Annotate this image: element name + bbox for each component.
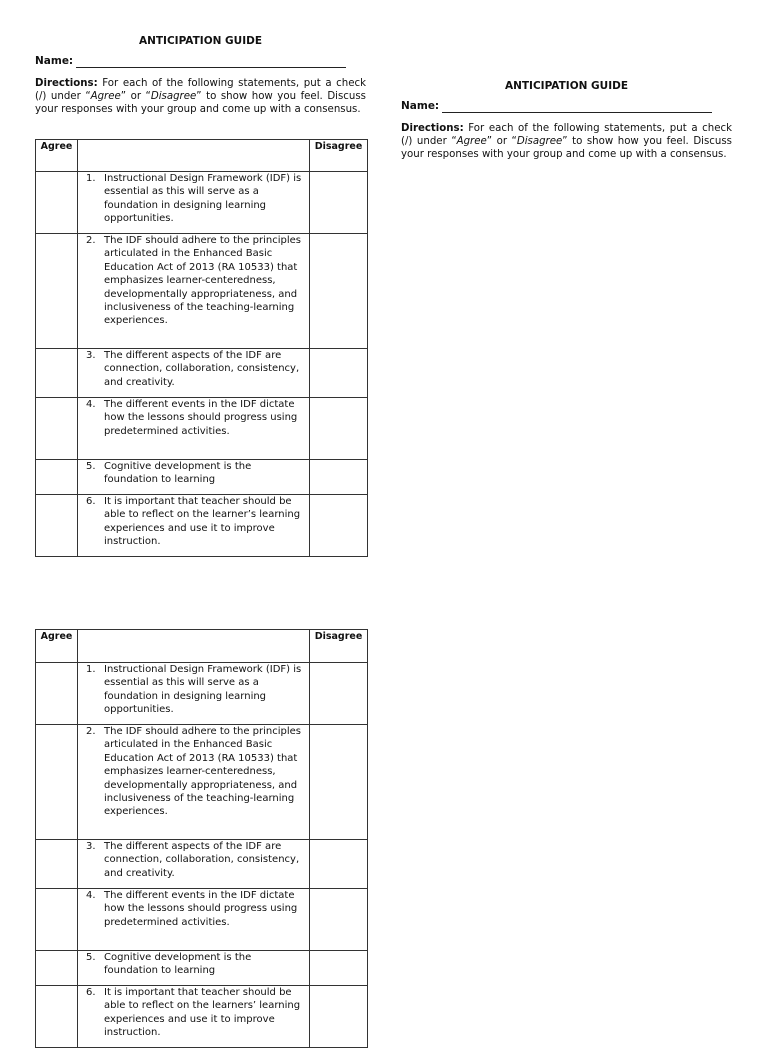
agree-header: Agree bbox=[36, 630, 78, 663]
agree-word: Agree bbox=[456, 136, 487, 148]
agree-check-cell[interactable] bbox=[36, 349, 78, 398]
statement-text: Instructional Design Framework (IDF) is essential as this will serve as a foundation in designing learning opportunities. bbox=[104, 664, 302, 716]
agree-check-cell[interactable] bbox=[36, 495, 78, 557]
statement-cell bbox=[78, 986, 310, 1048]
page-title: ANTICIPATION GUIDE bbox=[138, 35, 263, 47]
statement-cell bbox=[78, 951, 310, 986]
directions-label: Directions: bbox=[35, 78, 98, 89]
disagree-check-cell[interactable] bbox=[310, 725, 368, 840]
disagree-check-cell[interactable] bbox=[310, 889, 368, 951]
agree-check-cell[interactable] bbox=[36, 840, 78, 889]
agree-check-cell[interactable] bbox=[36, 725, 78, 840]
directions-text: For each of the following statements, put a check (/) under “ bbox=[401, 123, 732, 148]
page-title-right: ANTICIPATION GUIDE bbox=[504, 80, 629, 92]
statement-number: 6. bbox=[86, 987, 96, 998]
name-field[interactable] bbox=[442, 101, 712, 113]
statement-number: 1. bbox=[86, 173, 96, 184]
agree-check-cell[interactable] bbox=[36, 460, 78, 495]
statement-number: 1. bbox=[86, 664, 96, 675]
statement-text: The IDF should adhere to the principles articulated in the Enhanced Basic Education Act of 2013 (RA 10533) that emphasizes learner-centeredness, developmentally appropriateness, and inclusiveness of the teaching-learning experiences. bbox=[104, 726, 302, 818]
directions-right bbox=[401, 122, 732, 162]
anticipation-table-2 bbox=[35, 629, 368, 1048]
statement-cell bbox=[78, 663, 310, 725]
header-blank-cell bbox=[78, 140, 310, 172]
agree-check-cell[interactable] bbox=[36, 234, 78, 349]
disagree-header: Disagree bbox=[310, 140, 368, 172]
statement-cell bbox=[78, 495, 310, 557]
name-field[interactable] bbox=[76, 56, 346, 68]
disagree-check-cell[interactable] bbox=[310, 986, 368, 1048]
statement-number: 4. bbox=[86, 890, 96, 901]
agree-check-cell[interactable] bbox=[36, 889, 78, 951]
statement-text: The IDF should adhere to the principles articulated in the Enhanced Basic Education Act of 2013 (RA 10533) that emphasizes learner-centeredness, developmentally appropriateness, and inclusiveness of the teaching-learning experiences. bbox=[104, 235, 302, 327]
agree-check-cell[interactable] bbox=[36, 172, 78, 234]
agree-check-cell[interactable] bbox=[36, 986, 78, 1048]
statement-text: Cognitive development is the foundation to learning bbox=[104, 461, 252, 486]
name-row-right bbox=[401, 100, 712, 113]
statement-cell bbox=[78, 234, 310, 349]
statement-text: Cognitive development is the foundation to learning bbox=[104, 952, 252, 977]
disagree-check-cell[interactable] bbox=[310, 663, 368, 725]
directions bbox=[35, 77, 366, 117]
statement-number: 6. bbox=[86, 496, 96, 507]
agree-check-cell[interactable] bbox=[36, 398, 78, 460]
statement-number: 5. bbox=[86, 461, 96, 472]
directions-text: ” or “ bbox=[120, 91, 151, 103]
statement-text: The different aspects of the IDF are connection, collaboration, consistency, and creativity. bbox=[104, 350, 300, 388]
statement-text: The different events in the IDF dictate how the lessons should progress using predetermined activities. bbox=[104, 399, 298, 437]
disagree-check-cell[interactable] bbox=[310, 234, 368, 349]
disagree-header: Disagree bbox=[310, 630, 368, 663]
disagree-check-cell[interactable] bbox=[310, 840, 368, 889]
statement-cell bbox=[78, 172, 310, 234]
statement-cell bbox=[78, 398, 310, 460]
statement-number: 5. bbox=[86, 952, 96, 963]
disagree-check-cell[interactable] bbox=[310, 951, 368, 986]
statement-number: 3. bbox=[86, 350, 96, 361]
directions-text: ” to show how you feel. Discuss your responses with your group and come up with a consensus. bbox=[35, 91, 366, 116]
disagree-word: Disagree bbox=[516, 136, 563, 148]
statement-cell bbox=[78, 840, 310, 889]
statement-text: It is important that teacher should be able to reflect on the learners’ learning experiences and use it to improve instruction. bbox=[104, 987, 301, 1039]
disagree-check-cell[interactable] bbox=[310, 460, 368, 495]
statement-cell bbox=[78, 725, 310, 840]
directions-text: ” or “ bbox=[486, 136, 517, 148]
anticipation-table-1 bbox=[35, 139, 368, 557]
name-label: Name: bbox=[35, 55, 74, 67]
statement-text: Instructional Design Framework (IDF) is essential as this will serve as a foundation in designing learning opportunities. bbox=[104, 173, 302, 225]
agree-check-cell[interactable] bbox=[36, 663, 78, 725]
statement-text: The different aspects of the IDF are connection, collaboration, consistency, and creativity. bbox=[104, 841, 300, 879]
header-blank-cell bbox=[78, 630, 310, 663]
directions-text: For each of the following statements, put a check (/) under “ bbox=[35, 78, 366, 103]
disagree-word: Disagree bbox=[150, 91, 197, 103]
disagree-check-cell[interactable] bbox=[310, 349, 368, 398]
statement-cell bbox=[78, 889, 310, 951]
statement-text: The different events in the IDF dictate how the lessons should progress using predetermined activities. bbox=[104, 890, 298, 928]
agree-word: Agree bbox=[90, 91, 121, 103]
disagree-check-cell[interactable] bbox=[310, 172, 368, 234]
agree-check-cell[interactable] bbox=[36, 951, 78, 986]
statement-number: 2. bbox=[86, 726, 96, 737]
agree-header: Agree bbox=[36, 140, 78, 172]
statement-number: 3. bbox=[86, 841, 96, 852]
name-label: Name: bbox=[401, 100, 440, 112]
statement-cell bbox=[78, 460, 310, 495]
statement-cell bbox=[78, 349, 310, 398]
directions-label: Directions: bbox=[401, 123, 464, 134]
statement-number: 4. bbox=[86, 399, 96, 410]
statement-number: 2. bbox=[86, 235, 96, 246]
name-row bbox=[35, 55, 346, 68]
statement-text: It is important that teacher should be able to reflect on the learner’s learning experiences and use it to improve instruction. bbox=[104, 496, 301, 548]
directions-text: ” to show how you feel. Discuss your responses with your group and come up with a consensus. bbox=[401, 136, 732, 161]
disagree-check-cell[interactable] bbox=[310, 495, 368, 557]
disagree-check-cell[interactable] bbox=[310, 398, 368, 460]
